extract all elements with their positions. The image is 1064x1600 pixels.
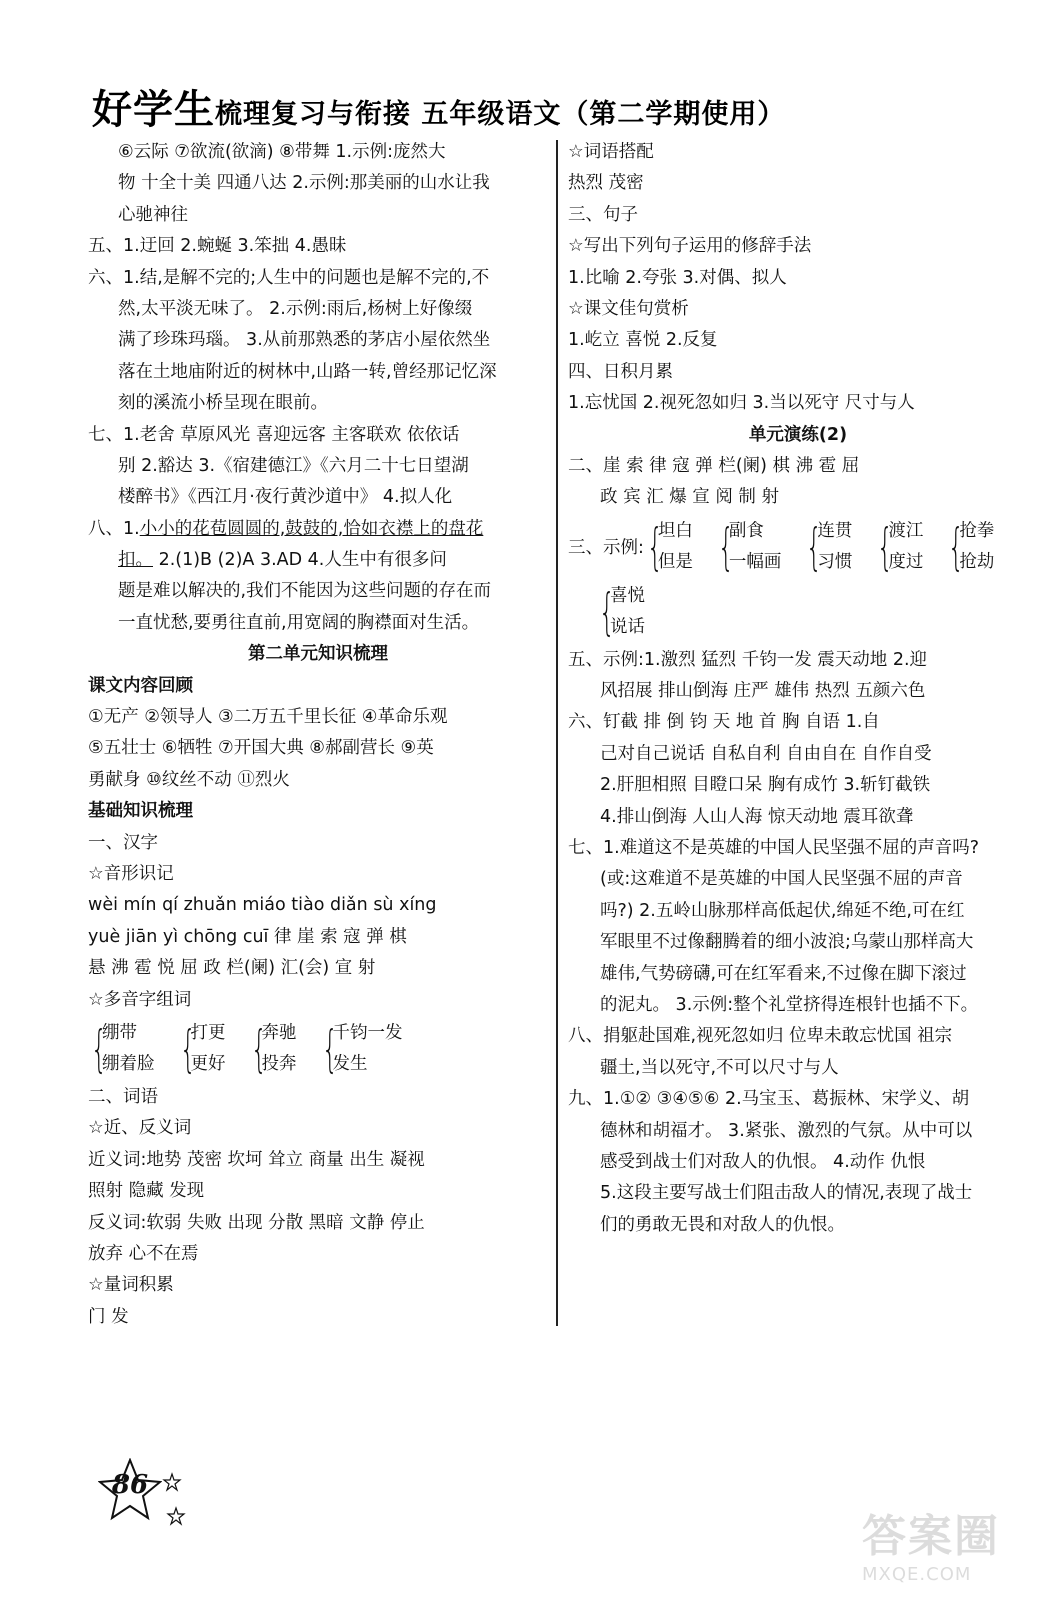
text-line: 然,太平淡无味了。 2.示例:雨后,杨树上好像缀 — [118, 298, 473, 319]
text-line — [88, 514, 548, 545]
text-span: 八、1. — [88, 518, 140, 539]
brace-pair — [596, 581, 645, 643]
pinyin-line: yuè jiān yì chōng cuī 律 崖 索 寇 弹 棋 — [88, 926, 407, 947]
text-line — [88, 545, 548, 576]
subsection-heading: 课文内容回顾 — [88, 675, 193, 696]
brace-pair — [945, 516, 994, 578]
brace-pair — [715, 516, 782, 578]
text-line: 门 发 — [88, 1306, 129, 1327]
text-line: 风招展 排山倒海 庄严 雄伟 热烈 五颜六色 — [600, 681, 926, 702]
book-subtitle: 梳理复习与衔接 五年级语文（第二学期使用） — [215, 99, 786, 130]
pair-bottom: 度过 — [888, 551, 924, 572]
text-line: 疆土,当以死守,不可以尺寸与人 — [600, 1057, 839, 1078]
brand-title: 好学生 — [92, 86, 215, 133]
word-pairs-group — [568, 515, 1028, 579]
pinyin-line: wèi mín qí zhuǎn miáo tiào diǎn sù xíng — [88, 895, 437, 916]
brace-glyph: { — [646, 517, 663, 576]
brace-pair — [644, 516, 693, 578]
subsection-heading: 基础知识梳理 — [88, 801, 193, 822]
brace-glyph: { — [91, 1019, 107, 1078]
text-line: 们的勇敢无畏和对敌人的仇恨。 — [600, 1214, 845, 1235]
text-line: ⑤五壮士 ⑥牺牲 ⑦开国大典 ⑧郝副营长 ⑨英 — [88, 738, 434, 759]
brace-pair — [874, 516, 923, 578]
underlined-sentence: 小小的花苞圆圆的,鼓鼓的,恰如衣襟上的盘花 — [139, 518, 484, 539]
underlined-sentence: 扣。 — [118, 550, 153, 571]
text-line: ☆词语搭配 — [568, 142, 654, 162]
text-line: ☆多音字组词 — [88, 989, 192, 1010]
text-line: ☆音形识记 — [88, 863, 174, 884]
brace-glyph: { — [877, 517, 894, 576]
text-line: 八、捐躯赴国难,视死忽如归 位卑未敢忘忧国 祖宗 — [568, 1026, 953, 1047]
pair-top: 打更 — [190, 1022, 226, 1043]
text-line: 物 十全十美 四通八达 2.示例:那美丽的山水让我 — [118, 173, 490, 194]
watermark-main: 答案圈 — [862, 1511, 1000, 1562]
text-line: 一、汉字 — [88, 832, 158, 853]
pair-top: 喜悦 — [610, 585, 645, 606]
polyphone-group — [88, 1017, 548, 1081]
text-line: 军眼里不过像翻腾着的细小波浪;乌蒙山那样高大 — [600, 932, 974, 953]
pair-top: 抢拳 — [959, 520, 995, 541]
brace-glyph: { — [250, 1019, 267, 1078]
text-line: ☆近、反义词 — [88, 1118, 192, 1139]
text-line: ①无产 ②领导人 ③二万五千里长征 ④革命乐观 — [88, 707, 448, 728]
page-header — [92, 78, 972, 134]
page-number: 86 — [111, 1470, 149, 1500]
pair-top: 绷带 — [102, 1022, 137, 1043]
text-line: 三、句子 — [568, 204, 638, 225]
text-line: 九、1.①② ③④⑤⑥ 2.马宝玉、葛振林、宋学义、胡 — [568, 1089, 970, 1110]
text-line: 1.忘忧国 2.视死忽如归 3.当以死守 尺寸与人 — [568, 393, 915, 414]
pair-bottom: 但是 — [657, 551, 693, 572]
brace-pair — [803, 516, 852, 578]
brace-pair — [88, 1018, 155, 1080]
section-heading: 第二单元知识梳理 — [248, 644, 388, 665]
text-line: 感受到战士们对敌人的仇恨。 4.动作 仇恨 — [600, 1151, 926, 1172]
word-pairs-group — [568, 580, 1028, 644]
pair-bottom: 习惯 — [817, 551, 853, 572]
text-line: 心驰神往 — [118, 204, 188, 225]
text-line: 落在土地庙附近的树林中,山路一转,曾经那记忆深 — [118, 361, 497, 382]
watermark-url: MXQE.COM — [862, 1564, 972, 1585]
text-line: 六、1.结,是解不完的;人生中的问题也是解不完的,不 — [88, 267, 490, 288]
text-line: 2.肝胆相照 目瞪口呆 胸有成竹 3.斩钉截铁 — [600, 775, 931, 796]
left-column — [88, 137, 548, 1333]
watermark — [862, 1500, 1042, 1585]
text-line: 刻的溪流小桥呈现在眼前。 — [118, 393, 328, 414]
text-line: 己对自己说话 自私自利 自由自在 自作自受 — [600, 743, 932, 764]
small-stars-icon — [160, 1472, 190, 1528]
text-line: ☆课文佳句赏析 — [568, 298, 689, 319]
pair-bottom: 发生 — [332, 1053, 368, 1074]
text-line: 5.这段主要写战士们阻击敌人的情况,表现了战士 — [600, 1183, 973, 1204]
brace-pair — [319, 1018, 403, 1080]
brace-pair — [177, 1018, 226, 1080]
text-line: 德林和胡福才。 3.紧张、激烈的气氛。从中可以 — [600, 1120, 973, 1141]
text-line: 放弃 心不在焉 — [88, 1243, 199, 1264]
brace-glyph: { — [321, 1019, 338, 1078]
text-line: 1.比喻 2.夸张 3.对偶、拟人 — [568, 267, 787, 288]
brace-glyph: { — [806, 517, 823, 576]
text-line: 悬 沸 雹 悦 屈 政 栏(阑) 汇(会) 宣 射 — [88, 958, 376, 979]
text-line: 勇献身 ⑩纹丝不动 ⑪烈火 — [88, 769, 290, 790]
pair-top: 奔驰 — [261, 1022, 297, 1043]
text-line: 五、示例:1.激烈 猛烈 千钧一发 震天动地 2.迎 — [568, 649, 928, 670]
text-line: 四、日积月累 — [568, 361, 673, 382]
text-line: 七、1.难道这不是英雄的中国人民坚强不屈的声音吗? — [568, 838, 979, 859]
text-line: 的泥丸。 3.示例:整个礼堂挤得连根针也插不下。 — [600, 994, 979, 1015]
pair-bottom: 说话 — [610, 616, 645, 637]
text-line: 照射 隐藏 发现 — [88, 1181, 205, 1202]
pair-top: 坦白 — [657, 520, 693, 541]
text-line: 吗?) 2.五岭山脉那样高低起伏,绵延不绝,可在红 — [600, 900, 965, 921]
text-line: 题是难以解决的,我们不能因为这些问题的存在而 — [118, 581, 492, 602]
text-line: 七、1.老舍 草原风光 喜迎远客 主客联欢 依依话 — [88, 424, 460, 445]
pair-top: 副食 — [728, 520, 764, 541]
brace-glyph: { — [948, 517, 965, 576]
text-line: 近义词:地势 茂密 坎坷 耸立 商量 出生 凝视 — [88, 1149, 425, 1170]
text-line: 雄伟,气势磅礴,可在红军看来,不过像在脚下滚过 — [600, 963, 967, 984]
pair-bottom: 更好 — [190, 1053, 226, 1074]
text-line: 热烈 茂密 — [568, 173, 644, 194]
text-line: 二、崖 索 律 寇 弹 栏(阑) 棋 沸 雹 屈 — [568, 455, 860, 476]
text-line: 别 2.豁达 3.《宿建德江》《六月二十七日望湖 — [118, 455, 469, 476]
brace-glyph: { — [717, 517, 734, 576]
text-line: 4.排山倒海 人山人海 惊天动地 震耳欲聋 — [600, 806, 914, 827]
text-line: ☆量词积累 — [88, 1275, 174, 1296]
column-divider — [556, 140, 558, 1326]
pair-bottom: 一幅画 — [728, 551, 782, 572]
brace-pair — [248, 1018, 297, 1080]
pair-top: 渡江 — [888, 520, 924, 541]
right-column — [568, 137, 1028, 1241]
pair-bottom: 抢劫 — [959, 551, 995, 572]
text-line: ☆写出下列句子运用的修辞手法 — [568, 236, 812, 257]
text-line: 六、钉截 排 倒 钧 天 地 首 胸 自语 1.自 — [568, 712, 880, 733]
text-line: 五、1.迂回 2.蜿蜒 3.笨拙 4.愚昧 — [88, 236, 347, 257]
text-line: ⑥云际 ⑦欲流(欲滴) ⑧带舞 1.示例:庞然大 — [118, 142, 446, 162]
pair-top: 千钧一发 — [332, 1022, 403, 1043]
text-line: 二、词语 — [88, 1086, 158, 1107]
text-line: 反义词:软弱 失败 出现 分散 黑暗 文静 停止 — [88, 1212, 425, 1233]
text-line: 满了珍珠玛瑙。 3.从前那熟悉的茅店小屋依然坐 — [118, 330, 491, 351]
text-line: (或:这难道不是英雄的中国人民坚强不屈的声音 — [600, 869, 963, 890]
brace-glyph: { — [179, 1019, 196, 1078]
section-heading: 单元演练(2) — [748, 424, 848, 445]
text-line: 楼醉书》《西江月·夜行黄沙道中》 4.拟人化 — [118, 487, 453, 508]
text-line: 政 宾 汇 爆 宣 阅 制 射 — [600, 487, 779, 508]
text-line: 一直忧愁,要勇往直前,用宽阔的胸襟面对生活。 — [118, 612, 480, 633]
text-span: 2.(1)B (2)A 3.AD 4.人生中有很多问 — [153, 550, 447, 571]
text-line: 1.屹立 喜悦 2.反复 — [568, 330, 718, 351]
pairs-lead: 三、示例: — [568, 538, 644, 559]
pair-bottom: 投奔 — [261, 1053, 297, 1074]
brace-glyph: { — [599, 582, 615, 641]
pair-bottom: 绷着脸 — [102, 1053, 155, 1074]
pair-top: 连贯 — [817, 520, 853, 541]
page-number-badge — [98, 1458, 162, 1522]
